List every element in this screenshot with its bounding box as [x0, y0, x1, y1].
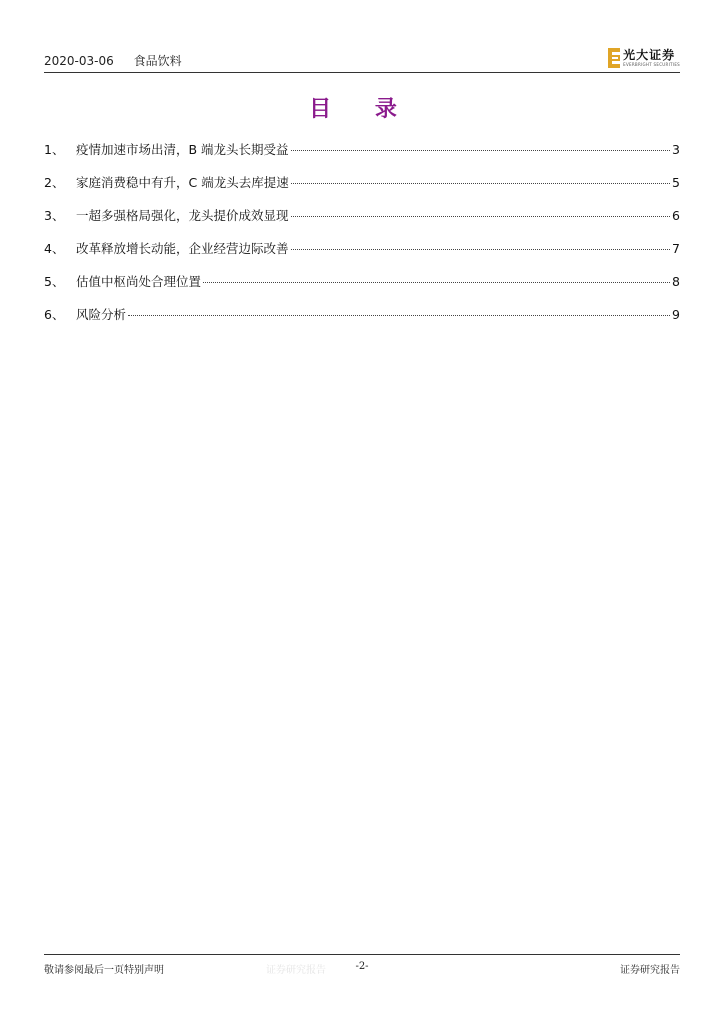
toc-entry[interactable] — [44, 239, 680, 272]
toc-entry-number: 5、 — [44, 274, 65, 289]
page-header — [44, 44, 680, 73]
toc-entry-title[interactable]: 风险分析 — [76, 307, 127, 322]
toc-entry[interactable] — [44, 305, 680, 338]
toc-entry-number: 1、 — [44, 142, 65, 157]
toc-leader-dots — [203, 282, 670, 283]
toc-leader-dots — [291, 216, 671, 217]
logo-text-cn: 光大证券 — [623, 48, 676, 62]
toc-leader-dots — [291, 183, 670, 184]
toc-leader-dots — [291, 249, 671, 250]
sector-label: 食品饮料 — [133, 54, 182, 68]
footer-report-type: 证券研究报告 — [620, 965, 680, 976]
toc-entry-title[interactable]: 一超多强格局强化，龙头提价成效显现 — [76, 208, 289, 223]
toc-entry-page[interactable]: 6 — [672, 208, 680, 223]
toc-entry-number: 3、 — [44, 208, 65, 223]
toc-entry-page[interactable]: 9 — [672, 307, 680, 322]
toc-entry[interactable] — [44, 140, 680, 173]
toc-entry-title[interactable]: 家庭消费稳中有升，C 端龙头去库提速 — [76, 175, 289, 190]
toc-entry-page[interactable]: 7 — [672, 241, 680, 256]
logo-mark-icon — [608, 48, 620, 68]
toc-entry-page[interactable]: 8 — [672, 274, 680, 289]
report-date: 2020-03-06 — [44, 54, 114, 68]
toc-leader-dots — [291, 150, 670, 151]
page-footer — [44, 954, 680, 977]
table-of-contents — [44, 140, 680, 338]
toc-entry-title[interactable]: 疫情加速市场出清，B 端龙头长期受益 — [76, 142, 289, 157]
page-number: -2- — [355, 961, 369, 972]
footer-watermark: 证券研究报告 — [266, 965, 326, 976]
logo-text-en: EVERBRIGHT SECURITIES — [623, 62, 680, 67]
toc-entry-number: 2、 — [44, 175, 65, 190]
toc-entry[interactable] — [44, 206, 680, 239]
toc-entry-page[interactable]: 3 — [672, 142, 680, 157]
toc-title: 目 录 — [309, 96, 415, 122]
toc-entry[interactable] — [44, 173, 680, 206]
footer-disclaimer: 敬请参阅最后一页特别声明 — [44, 965, 164, 976]
toc-leader-dots — [128, 315, 670, 316]
header-info — [44, 52, 182, 69]
company-logo — [608, 48, 680, 68]
toc-entry-title[interactable]: 改革释放增长动能，企业经营边际改善 — [76, 241, 289, 256]
toc-entry[interactable] — [44, 272, 680, 305]
toc-entry-title[interactable]: 估值中枢尚处合理位置 — [76, 274, 202, 289]
toc-entry-number: 6、 — [44, 307, 65, 322]
toc-entry-number: 4、 — [44, 241, 65, 256]
toc-entry-page[interactable]: 5 — [672, 175, 680, 190]
